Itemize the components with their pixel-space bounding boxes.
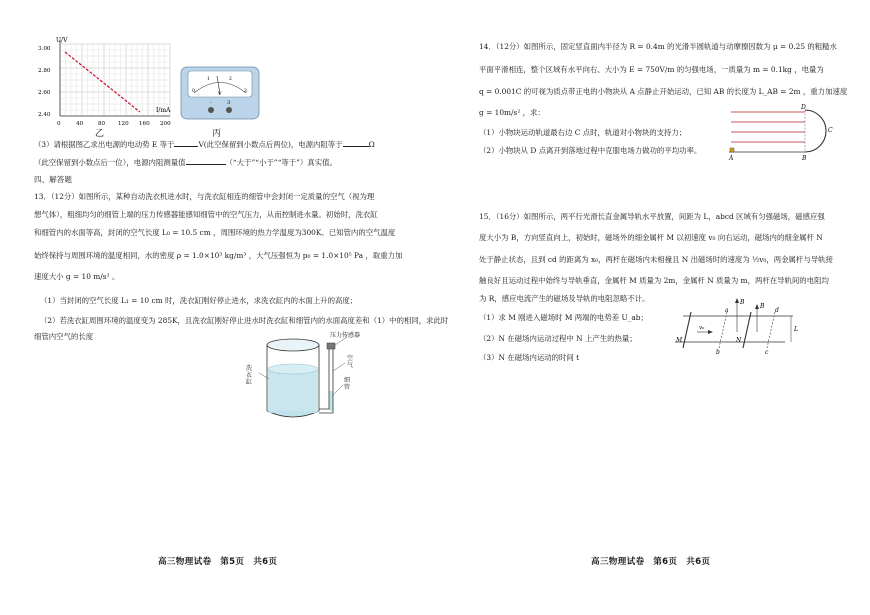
label-M: M bbox=[676, 337, 683, 344]
point-A: A bbox=[729, 155, 734, 162]
y-tick: 3.00 bbox=[38, 46, 51, 52]
point-D: D bbox=[801, 104, 806, 111]
scale-2: 2 bbox=[229, 77, 232, 82]
terminal-negative bbox=[208, 107, 214, 113]
q15-line: 15．（16分）如图所示，两平行光滑长直金属导轨水平放置，间距为 L，abcd 区域有匀强磁场，磁感应强 bbox=[479, 212, 825, 221]
q13-sub-1: （1）当封闭的空气长度 L₁ = 10 cm 时，洗衣缸刚好停止进水，求洗衣缸内的水面上升的高度； bbox=[40, 296, 358, 305]
answer-blank[interactable] bbox=[343, 139, 369, 147]
point-C: C bbox=[828, 127, 833, 134]
y-axis-label: U/V bbox=[56, 37, 68, 44]
label-air: 空气 bbox=[347, 355, 354, 369]
x-tick: 160 bbox=[139, 121, 150, 127]
label-pressure-sensor: 压力传感器 bbox=[330, 332, 361, 339]
graph-caption: 乙 bbox=[95, 129, 105, 139]
page-footer: 高三物理试卷 第6页 共6页 bbox=[591, 557, 711, 567]
label-a: a bbox=[725, 307, 729, 314]
label-v0: v₀ bbox=[699, 325, 705, 331]
answer-blank[interactable] bbox=[186, 157, 226, 165]
q3-line-2: （此空保留到小数点后一位），电源内阻测量值 （“大于”“小于”“等于”）真实值。 bbox=[34, 158, 337, 167]
x-tick: 200 bbox=[160, 121, 171, 127]
q14-line: 14．（12分）如图所示，固定竖直面内半径为 R = 0.4m 的光滑半圆轨道与动摩擦因数为 μ = 0.25 的粗糙水 bbox=[479, 42, 837, 51]
q13-line: 始终保持与周围环境的温度相同，水的密度 ρ = 1.0×10³ kg/m³ ，大气压强恒为 p₀ = 1.0×10⁵ Pa ，取重力加 bbox=[34, 251, 403, 260]
q13-line: 13．（12分）如图所示，某种自动洗衣机进水时，与洗衣缸相连的细管中会封闭一定质量的空气（视为理 bbox=[34, 192, 375, 201]
q14-line: q = 0.001C 的可视为质点带正电的小物块从 A 点静止开始运动，已知 AB 的长度为 L_AB = 2m ，重力加速度 bbox=[479, 87, 848, 96]
q14-line: g = 10m/s² ，求： bbox=[479, 108, 545, 117]
rod-N bbox=[743, 312, 751, 348]
terminal-label: 3 bbox=[227, 100, 231, 106]
label-c: c bbox=[765, 349, 769, 356]
scale-1: 1 bbox=[207, 77, 210, 82]
q13-line: 想气体），粗细均匀的细管上端的压力传感器能感知细管中的空气压力，从而控制进水量。初始时，洗衣缸 bbox=[34, 210, 378, 219]
scale-3: 3 bbox=[244, 89, 247, 94]
label-tub: 洗衣缸 bbox=[246, 365, 253, 386]
q13-sub-2: 细管内空气的长度 bbox=[34, 332, 94, 341]
y-tick: 2.40 bbox=[38, 112, 51, 118]
y-tick: 2.60 bbox=[38, 90, 51, 96]
label-N: N bbox=[736, 337, 742, 344]
q15-line: 触良好且运动过程中始终与导轨垂直，金属杆 M 质量为 2m，金属杆 N 质量为 m，两杆在导轨间的电阻均 bbox=[479, 276, 829, 285]
x-tick: 0 bbox=[57, 121, 61, 127]
q15-line: 度大小为 B，方向竖直向上，初始时，磁场外的细金属杆 M 以初速度 v₀ 向右运动，磁场内的细金属杆 N bbox=[479, 233, 823, 242]
voltmeter bbox=[180, 66, 260, 120]
right-page bbox=[435, 0, 870, 615]
label-d: d bbox=[775, 307, 779, 314]
q15-sub: （2）N 在磁场内运动过程中 N 上产生的热量； bbox=[479, 334, 637, 343]
q13-line: 速度大小 g = 10 m/s² 。 bbox=[34, 272, 120, 281]
q14-line: 平面平滑相连，整个区域有水平向右、大小为 E = 750V/m 的匀强电场，一质量为 m = 0.1kg ，电量为 bbox=[479, 65, 824, 74]
label-B: B bbox=[760, 303, 765, 310]
terminal-label: - bbox=[210, 100, 212, 106]
label-b: b bbox=[716, 349, 720, 356]
scale-0: 0 bbox=[192, 89, 195, 94]
q13-sub-2: （2）若洗衣缸周围环境的温度变为 285K，且洗衣缸刚好停止进水时洗衣缸和细管内的水面高度差和（1）中的相同，求此时 bbox=[40, 316, 449, 325]
answer-blank[interactable] bbox=[174, 139, 198, 147]
ui-graph bbox=[30, 32, 180, 134]
q15-sub: （3）N 在磁场内运动的时间 t bbox=[479, 353, 580, 362]
block bbox=[730, 148, 734, 152]
terminal-positive bbox=[226, 107, 232, 113]
q15-line: 为 R，感应电流产生的磁场及导轨的电阻忽略不计。 bbox=[479, 294, 650, 303]
rails-figure bbox=[673, 298, 808, 356]
label-B: B bbox=[740, 299, 745, 306]
section-title: 四、解答题 bbox=[34, 175, 72, 184]
q15-sub: （1）求 M 刚进入磁场时 M 两端的电势差 U_ab； bbox=[479, 313, 648, 322]
meter-symbol: V bbox=[218, 91, 222, 97]
x-tick: 40 bbox=[76, 121, 84, 127]
q13-line: 和细管内的水面等高，封闭的空气长度 L₀ = 10.5 cm ，周围环境的热力学温度为300K。已知管内的空气温度 bbox=[34, 228, 396, 237]
graph-grid bbox=[60, 44, 170, 116]
meter-caption: 丙 bbox=[212, 129, 222, 139]
point-B: B bbox=[802, 155, 807, 162]
label-tube: 细管 bbox=[344, 377, 351, 391]
rod-M bbox=[683, 312, 691, 348]
pressure-sensor bbox=[327, 343, 335, 349]
y-tick: 2.80 bbox=[38, 68, 51, 74]
q3-line-1: （3）请根据图乙求出电源的电动势 E 等于 V(此空保留到小数点后两位)，电源内阻等于 Ω bbox=[34, 140, 375, 149]
x-tick: 120 bbox=[118, 121, 129, 127]
q14-sub-1: （1）小物块运动轨道最右边 C 点时，轨道对小物块的支持力； bbox=[479, 128, 687, 137]
q15-line: 处于静止状态，且到 cd 的距离为 x₀，两杆在磁场内未相撞且 N 出磁场时的速度为 ½v₀，两金属杆与导轨接 bbox=[479, 255, 833, 264]
page-footer: 高三物理试卷 第5页 共6页 bbox=[158, 557, 278, 567]
q14-sub-2: （2）小物块从 D 点离开到落地过程中克服电场力做功的平均功率。 bbox=[479, 146, 702, 155]
semicircle-track-figure bbox=[727, 102, 837, 162]
x-tick: 80 bbox=[98, 121, 106, 127]
x-axis-label: I/mA bbox=[156, 107, 171, 114]
label-L: L bbox=[794, 326, 798, 333]
